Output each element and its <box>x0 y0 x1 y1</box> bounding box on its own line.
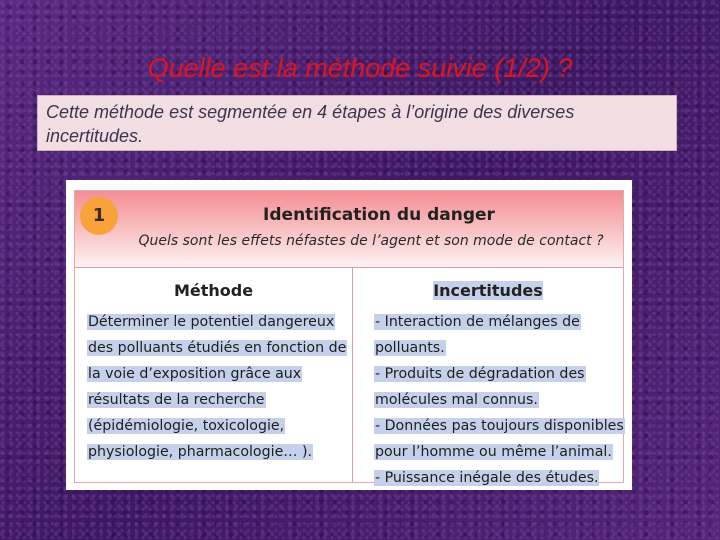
figure-heading: Identification du danger <box>263 205 495 225</box>
uncertainties-column-heading: Incertitudes <box>433 281 543 300</box>
step-number-badge: 1 <box>80 197 118 235</box>
method-line: résultats de la recherche <box>88 392 265 408</box>
uncertainty-line: molécules mal connus. <box>375 392 538 408</box>
uncertainty-line: - Puissance inégale des études. <box>375 470 599 486</box>
intro-text: Cette méthode est segmentée en 4 étapes à l’origine des diverses incertitudes. <box>46 102 575 146</box>
uncertainty-line: pour l’homme ou même l’animal. <box>375 444 612 460</box>
method-line: la voie d’exposition grâce aux <box>88 366 302 382</box>
step-figure <box>66 180 632 490</box>
method-line: physiologie, pharmacologie… ). <box>88 444 313 460</box>
uncertainty-line: - Interaction de mélanges de <box>375 314 580 330</box>
method-line: des polluants étudiés en fonction de <box>88 340 347 356</box>
method-line: Déterminer le potentiel dangereux <box>88 314 335 330</box>
method-column-heading: Méthode <box>173 281 254 300</box>
uncertainty-line: - Données pas toujours disponibles <box>375 418 624 434</box>
uncertainty-line: - Produits de dégradation des <box>375 366 585 382</box>
figure-subheading: Quels sont les effets néfastes de l’agent et son mode de contact ? <box>138 233 604 249</box>
figure-header <box>75 191 623 268</box>
intro-text-box <box>37 95 677 151</box>
method-column <box>87 309 347 465</box>
slide-title: Quelle est la méthode suivie (1/2) ? <box>147 53 573 83</box>
column-divider <box>352 268 353 482</box>
uncertainties-column <box>374 309 625 491</box>
method-line: (épidémiologie, toxicologie, <box>88 418 285 434</box>
uncertainty-line: polluants. <box>375 340 445 356</box>
figure-frame <box>74 190 624 486</box>
